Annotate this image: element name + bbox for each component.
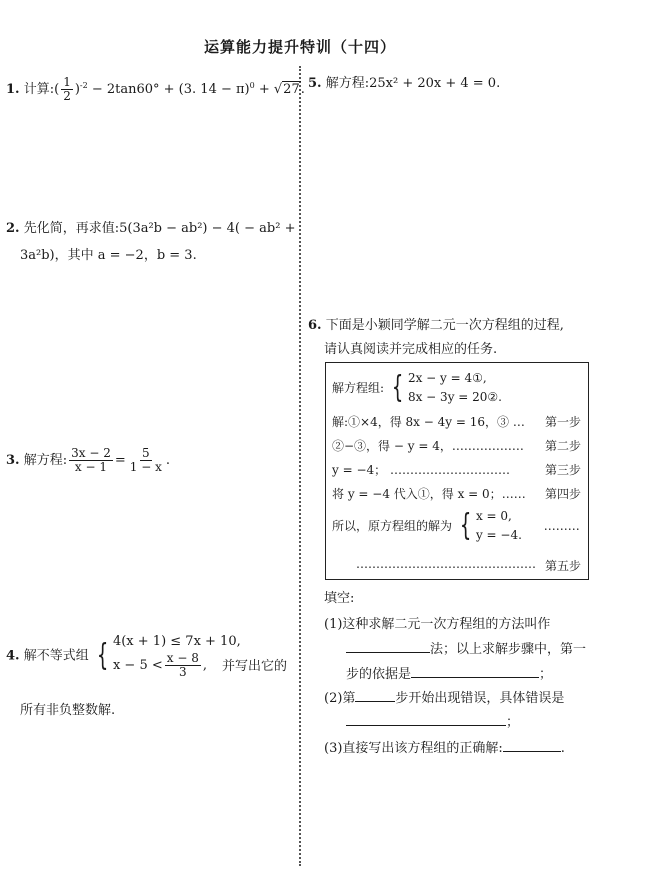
question-3-right-fraction: $\frac{5}{1 - x}$	[129, 446, 162, 475]
question-3: 3. 解方程: $\frac{3x - 2}{x - 1}$ = $\frac{5}{1 - x}$ .	[6, 446, 170, 475]
question-6-line-1: 下面是小颖同学解二元一次方程组的过程,	[325, 318, 564, 333]
page-title: 运算能力提升特训（十四）	[203, 38, 396, 56]
question-5	[308, 72, 500, 91]
question-6	[308, 314, 564, 333]
step-4-label: 第四步	[544, 487, 581, 501]
step-2-label: 第二步	[544, 439, 581, 453]
step-5-text: 所以，原方程组的解为 { x = 0, y = −4. ………	[332, 507, 580, 543]
question-1-label: 计算:	[23, 82, 55, 98]
question-3-left-fraction: $\frac{3x - 2}{x - 1}$	[71, 446, 111, 475]
equation-system: 解方程组: { 2x − y = 4①, 8x − 3y = 20②.	[332, 369, 502, 405]
question-2-line-1: 先化简，再求值:5(3a²b − ab²) − 4( − ab² +	[23, 221, 296, 236]
step-2-text: ②−③，得 − y = 4，………………	[332, 439, 524, 453]
left-brace-icon: {	[96, 637, 109, 673]
question-6-line-2: 请认真阅读并完成相应的任务.	[324, 342, 498, 357]
step-4-text: 将 y = −4 代入①，得 x = 0；……	[332, 487, 526, 501]
part-1-line-1: (1)这种求解二元一次方程组的方法叫作	[324, 617, 551, 632]
part-2-line-2: ；	[346, 711, 519, 730]
column-divider	[299, 66, 301, 866]
step-3-label: 第三步	[544, 463, 581, 477]
question-4-line-2: 所有非负整数解.	[20, 703, 116, 718]
step-1-label: 第一步	[544, 415, 581, 429]
square-root-icon: √27	[273, 82, 300, 98]
solution-x: x = 0,	[475, 509, 512, 523]
step-1-text: 解:①×4，得 8x − 4y = 16，③ …	[332, 415, 525, 429]
step-5-dots: ………………………………………	[356, 557, 536, 571]
answer-blank-4[interactable]	[346, 713, 506, 726]
part-1-line-2: 法；以上求解步骤中，第一	[346, 638, 586, 657]
part-1-line-3: 步的依据是 ；	[346, 667, 553, 682]
question-4	[6, 632, 241, 680]
inequality-2: x − 5 < $\frac{x - 8}{3}$ ,	[112, 651, 207, 680]
part-2-line-1: (2)第 步开始出现错误，具体错误是	[324, 691, 565, 706]
question-1: 1. 计算:( $\frac{1}{2}$ )$^{-2}$ − 2tan60° + (3. 14 − π)$^0$ + √27.	[6, 75, 305, 104]
question-1-exponent: -2	[79, 80, 88, 90]
solution-y: y = −4.	[475, 527, 522, 542]
question-4-after: 并写出它的	[222, 659, 288, 674]
equation-1: 2x − y = 4①,	[407, 371, 487, 385]
part-3-line: (3)直接写出该方程组的正确解: .	[324, 741, 565, 756]
answer-blank-5[interactable]	[503, 739, 561, 752]
question-6-number: 6.	[308, 318, 322, 333]
question-5-number: 5.	[308, 76, 322, 91]
question-1-fraction: $\frac{1}{2}$	[63, 75, 71, 104]
answer-blank-3[interactable]	[355, 689, 395, 702]
step-3-text: y = −4； …………………………	[332, 463, 510, 477]
question-4-number: 4.	[6, 648, 20, 664]
left-brace-icon: {	[459, 507, 472, 543]
question-4-label: 解不等式组	[23, 648, 89, 664]
question-1-expression: − 2tan60° + (3. 14 − π)	[91, 82, 250, 98]
left-brace-icon: {	[391, 369, 404, 405]
question-5-text: 解方程:25x² + 20x + 4 = 0.	[325, 76, 501, 91]
inequality-1: 4(x + 1) ≤ 7x + 10,	[112, 634, 241, 649]
question-2	[6, 217, 295, 236]
answer-blank-1[interactable]	[346, 640, 430, 653]
solution-box	[325, 362, 589, 580]
question-2-line-2: 3a²b)，其中 a = −2，b = 3.	[20, 248, 197, 263]
inequality-system	[93, 632, 241, 680]
step-5-label: 第五步	[544, 559, 581, 573]
question-3-number: 3.	[6, 453, 20, 469]
equation-2: 8x − 3y = 20②.	[407, 389, 502, 404]
answer-blank-2[interactable]	[411, 665, 539, 678]
question-1-number: 1.	[6, 82, 20, 98]
fill-in-heading: 填空:	[324, 591, 355, 606]
question-2-number: 2.	[6, 221, 20, 236]
question-3-label: 解方程:	[23, 453, 68, 469]
